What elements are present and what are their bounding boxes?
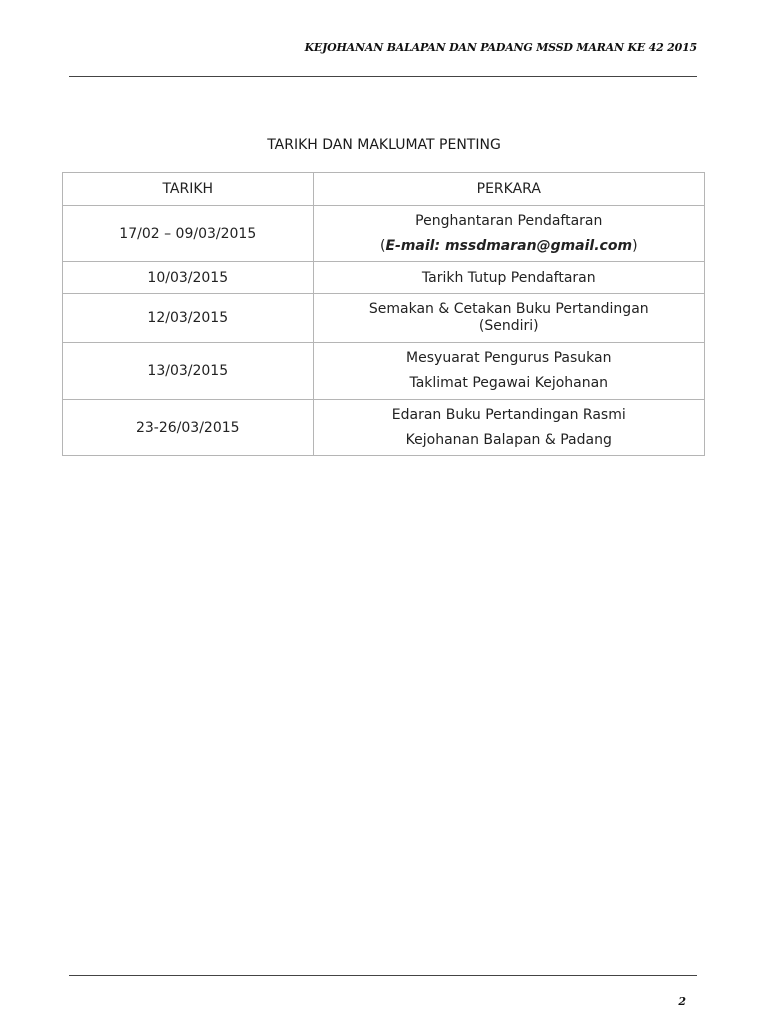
- date-cell: 13/03/2015: [63, 343, 314, 400]
- item-line: Mesyuarat Pengurus Pasukan: [406, 350, 612, 366]
- item-cell: [313, 206, 704, 262]
- item-line: Semakan & Cetakan Buku Pertandingan: [368, 301, 649, 317]
- column-header-tarikh: TARIKH: [63, 173, 314, 206]
- date-cell: 17/02 – 09/03/2015: [63, 206, 314, 262]
- item-cell: [313, 343, 704, 400]
- item-cell: [313, 294, 704, 343]
- date-cell: 10/03/2015: [63, 262, 314, 294]
- table-row: [63, 294, 705, 343]
- document-header: KEJOHANAN BALAPAN DAN PADANG MSSD MARAN KE 42 2015: [304, 41, 697, 54]
- item-cell: [313, 400, 704, 456]
- date-cell: 12/03/2015: [63, 294, 314, 343]
- schedule-table: [62, 172, 705, 456]
- item-cell: Tarikh Tutup Pendaftaran: [313, 262, 704, 294]
- table-row: [63, 400, 705, 456]
- column-header-perkara: PERKARA: [313, 173, 704, 206]
- date-cell: 23-26/03/2015: [63, 400, 314, 456]
- item-line: Edaran Buku Pertandingan Rasmi: [391, 406, 626, 423]
- table-row: [63, 343, 705, 400]
- table-row: [63, 262, 705, 294]
- email-line: [320, 234, 698, 259]
- item-line: (Sendiri): [478, 318, 539, 334]
- item-line: Taklimat Pegawai Kejohanan: [409, 375, 609, 391]
- table-row: [63, 206, 705, 262]
- page-number: 2: [678, 995, 686, 1008]
- section-title: TARIKH DAN MAKLUMAT PENTING: [267, 137, 501, 153]
- footer-divider: [69, 975, 697, 976]
- email-link[interactable]: E-mail: mssdmaran@gmail.com: [385, 237, 633, 254]
- item-line: Penghantaran Pendaftaran: [415, 212, 603, 229]
- item-line: Kejohanan Balapan & Padang: [405, 431, 612, 448]
- table-header-row: [63, 173, 705, 206]
- header-divider: [69, 76, 697, 77]
- paren-open: (: [380, 237, 386, 254]
- paren-close: ): [632, 237, 638, 254]
